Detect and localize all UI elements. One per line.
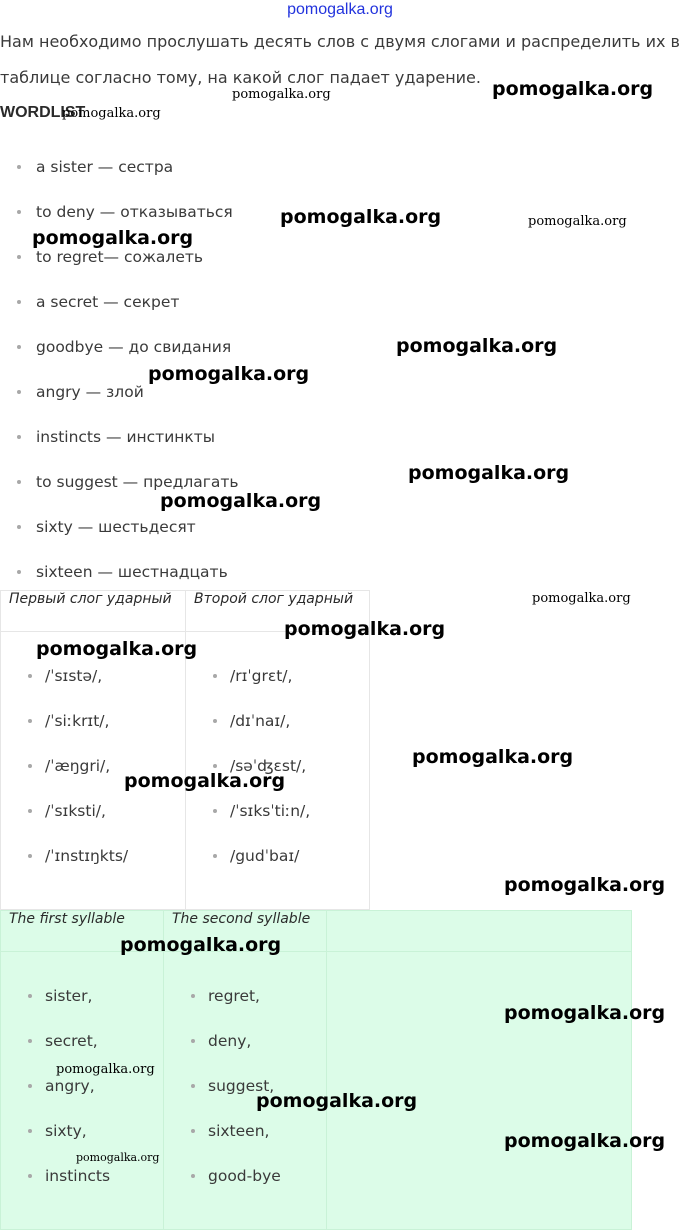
- table-header: The first syllable: [1, 911, 164, 952]
- watermark: pomogalka.org: [256, 1090, 418, 1112]
- watermark: pomogalka.org: [32, 227, 194, 249]
- watermark: pomogalka.org: [528, 214, 627, 229]
- watermark: pomogalka.org: [36, 638, 198, 660]
- watermark: pomogalka.org: [148, 363, 310, 385]
- watermark: pomogalka.org: [504, 1130, 666, 1152]
- watermark: pomogalka.org: [504, 1002, 666, 1024]
- watermark: pomogalka.org: [120, 934, 282, 956]
- watermark: pomogalka.org: [160, 490, 322, 512]
- table-cell: [1, 952, 164, 1230]
- list-item: /ˈsɪksti/,: [1, 789, 185, 834]
- watermark: pomogalka.org: [62, 106, 161, 121]
- list-item: to deny — отказываться: [0, 190, 239, 235]
- bullet-icon: [17, 390, 21, 394]
- watermark: pomogalka.org: [280, 206, 442, 228]
- table-header: Второй слог ударный: [186, 591, 370, 632]
- bullet-icon: [28, 1129, 32, 1133]
- bullet-icon: [28, 809, 32, 813]
- list-item: instincts — инстинкты: [0, 415, 239, 460]
- site-link[interactable]: pomogalka.org: [287, 1, 393, 18]
- bullet-icon: [191, 994, 195, 998]
- bullet-icon: [191, 1084, 195, 1088]
- list-item: /dɪˈnaɪ/,: [186, 699, 369, 744]
- bullet-icon: [28, 854, 32, 858]
- list-item: /ˈsɪstə/,: [1, 654, 185, 699]
- bullet-icon: [213, 764, 217, 768]
- list-item: /ˈsiːkrɪt/,: [1, 699, 185, 744]
- list-item: /ˈɪnstɪŋkts/: [1, 834, 185, 879]
- list-item: /rɪˈgrɛt/,: [186, 654, 369, 699]
- bullet-icon: [28, 1039, 32, 1043]
- list-item: a secret — секрет: [0, 280, 239, 325]
- bullet-icon: [17, 345, 21, 349]
- list-item: sixteen,: [164, 1109, 326, 1154]
- bullet-icon: [17, 480, 21, 484]
- list-item: /ˈæŋgri/,: [1, 744, 185, 789]
- list-item: to suggest — предлагать: [0, 460, 239, 505]
- list-item: a sister — сестра: [0, 145, 239, 190]
- list-item: sister,: [1, 974, 163, 1019]
- list-item: angry,: [1, 1064, 163, 1109]
- list-item: secret,: [1, 1019, 163, 1064]
- watermark: pomogalka.org: [408, 462, 570, 484]
- bullet-icon: [28, 764, 32, 768]
- watermark: pomogalka.org: [232, 87, 331, 102]
- table-header: The second syllable: [164, 911, 327, 952]
- bullet-icon: [17, 165, 21, 169]
- bullet-icon: [17, 255, 21, 259]
- list-item: instincts: [1, 1154, 163, 1199]
- list-item: /gudˈbaɪ/: [186, 834, 369, 879]
- bullet-icon: [191, 1174, 195, 1178]
- list-item: regret,: [164, 974, 326, 1019]
- watermark: pomogalka.org: [56, 1062, 155, 1077]
- bullet-icon: [28, 674, 32, 678]
- watermark: pomogalka.org: [396, 335, 558, 357]
- bullet-icon: [213, 854, 217, 858]
- watermark: pomogalka.org: [532, 591, 631, 606]
- bullet-icon: [28, 719, 32, 723]
- bullet-icon: [17, 525, 21, 529]
- bullet-icon: [17, 435, 21, 439]
- bullet-icon: [17, 210, 21, 214]
- list-item: angry — злой: [0, 370, 239, 415]
- bullet-icon: [213, 674, 217, 678]
- watermark: pomogalka.org: [504, 874, 666, 896]
- list-item: sixteen — шестнадцать: [0, 550, 239, 595]
- list-item: /səˈʤɛst/,: [186, 744, 369, 789]
- watermark: pomogalka.org: [76, 1151, 160, 1164]
- bullet-icon: [213, 719, 217, 723]
- list-item: sixty,: [1, 1109, 163, 1154]
- table-header: Первый слог ударный: [1, 591, 186, 632]
- bullet-icon: [28, 1084, 32, 1088]
- wordlist-title: WORDLIST: [0, 104, 86, 121]
- list-item: goodbye — до свидания: [0, 325, 239, 370]
- bullet-icon: [191, 1039, 195, 1043]
- list-item: suggest,: [164, 1064, 326, 1109]
- watermark: pomogalka.org: [412, 746, 574, 768]
- list-item: deny,: [164, 1019, 326, 1064]
- bullet-icon: [28, 1174, 32, 1178]
- intro-text: Нам необходимо прослушать десять слов с двумя слогами и распределить их в таблице согласно тому, на какой слог падает ударение.: [0, 32, 680, 87]
- bullet-icon: [17, 300, 21, 304]
- bullet-icon: [191, 1129, 195, 1133]
- bullet-icon: [17, 570, 21, 574]
- list-item: to regret— сожалеть: [0, 235, 239, 280]
- watermark: pomogalka.org: [124, 770, 286, 792]
- watermark: pomogalka.org: [492, 78, 654, 100]
- bullet-icon: [213, 809, 217, 813]
- list-item: good-bye: [164, 1154, 326, 1199]
- list-item: sixty — шестьдесят: [0, 505, 239, 550]
- table-header-empty: [327, 911, 632, 952]
- watermark: pomogalka.org: [284, 618, 446, 640]
- bullet-icon: [28, 994, 32, 998]
- list-item: /ˈsɪksˈtiːn/,: [186, 789, 369, 834]
